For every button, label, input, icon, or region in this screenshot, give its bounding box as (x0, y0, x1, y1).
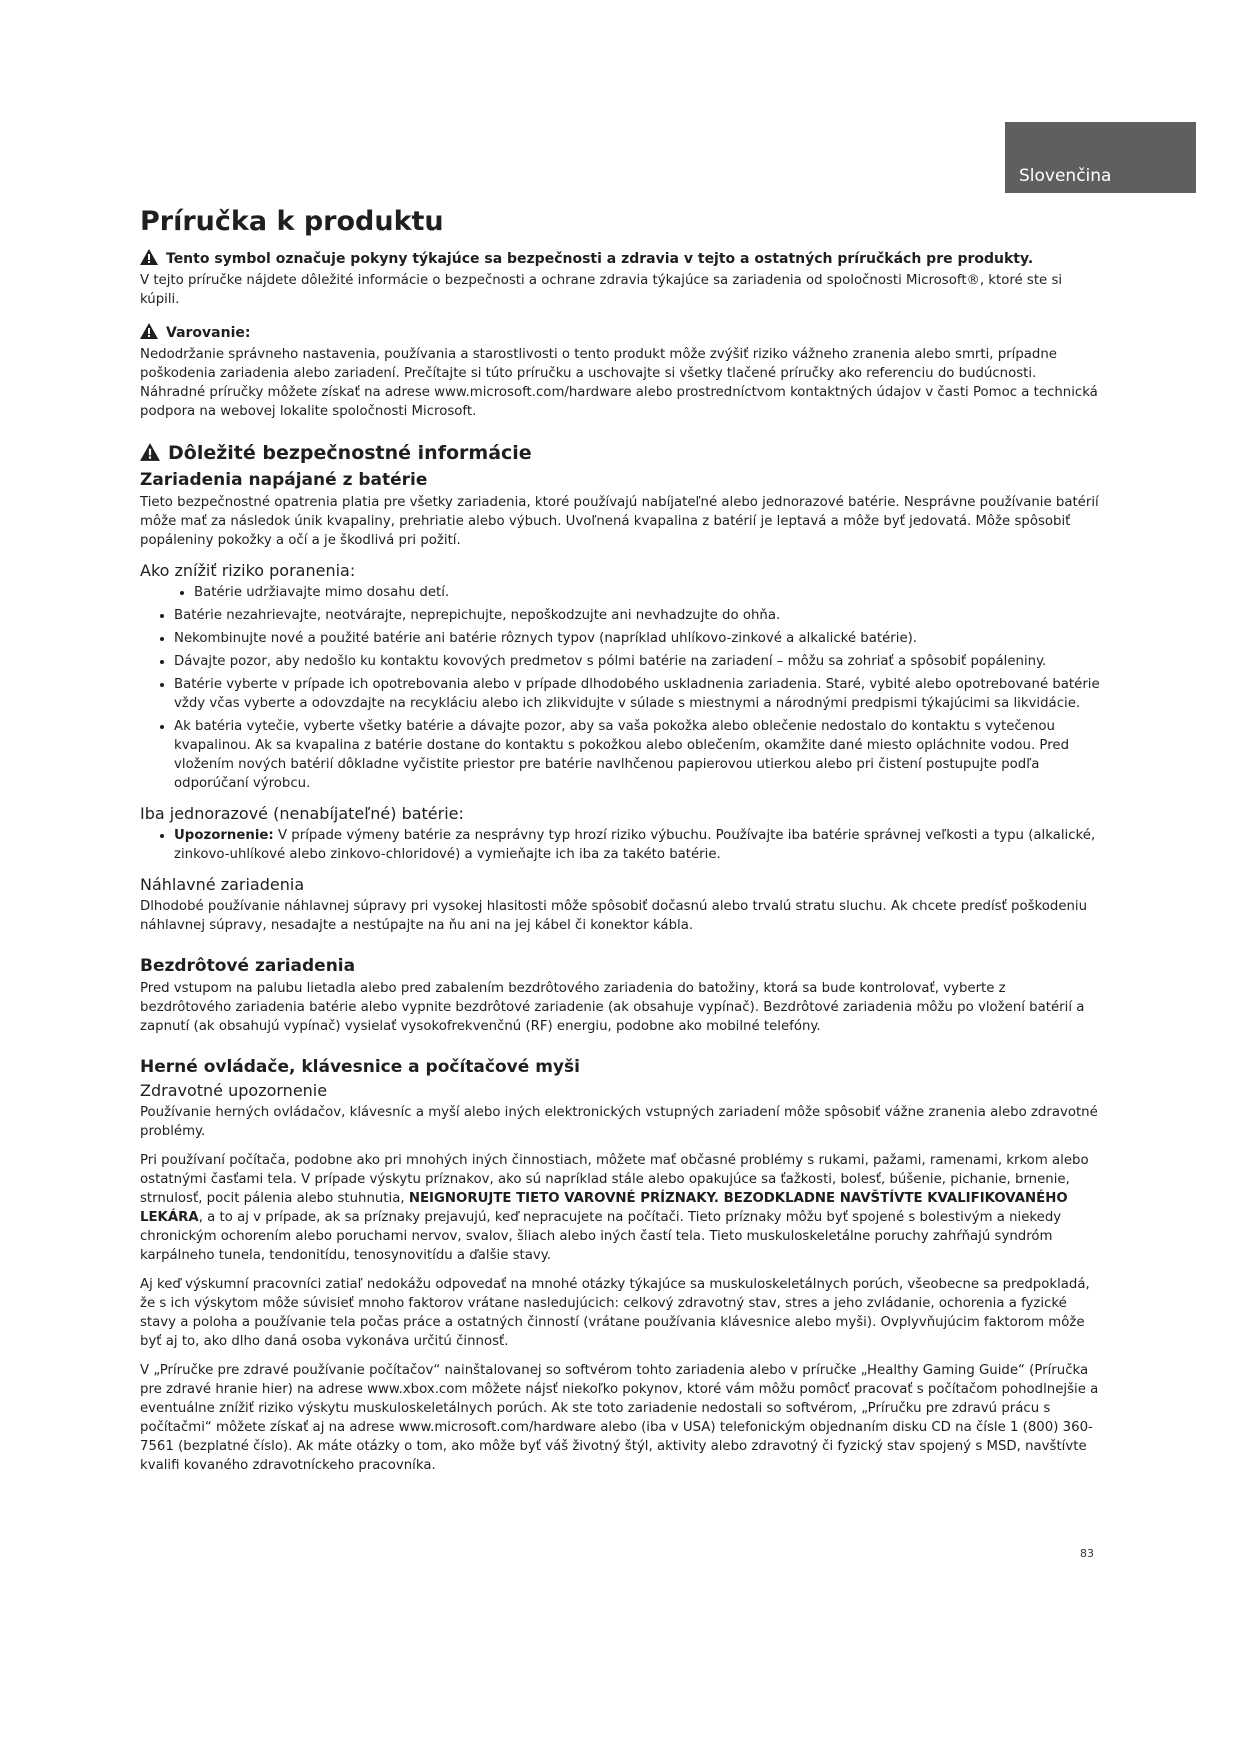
reduce-risk-heading: Ako znížiť riziko poranenia: (140, 561, 356, 580)
symbol-note-text: Tento symbol označuje pokyny týkajúce sa bezpečnosti a zdravia v tejto a ostatných príručkách pre produkty. (166, 251, 1034, 267)
warning-icon (140, 323, 158, 345)
page-number: 83 (1080, 1547, 1094, 1560)
battery-heading: Zariadenia napájané z batérie (140, 470, 428, 490)
list-item: • Ak batéria vytečie, vyberte všetky batérie a dávajte pozor, aby sa vaša pokožka alebo oblečenie nedostalo do kontaktu s vytečenou kvapalinou. Ak sa kvapalina z batérie dostane do kontaktu s pokožkou alebo oblečením, okamžite dané miesto opláchnite vodou. Pred vložením nových batérií dôkladne vyčistite priestor pre batérie navlhčenou papierovou utierkou alebo pri čistení postupujte podľa odporúčaní výrobcu. (174, 717, 1100, 793)
headset-heading: Náhlavné zariadenia (140, 875, 305, 894)
page-title: Príručka k produktu (140, 206, 444, 237)
p2-part-a: Pri používaní počítača, podobne ako pri mnohých iných činnostiach, môžete mať občasné problémy s rukami, pažami, ramenami, krkom alebo ostatnými časťami tela. V prípade výskytu príznakov, ako sú napríklad stále alebo opakujúce sa ťažkosti, bolesť, búšenie, pichanie, brnenie, strnulosť, pocit pálenia alebo stuhnutia, (140, 1153, 1089, 1206)
list-item: • Nekombinujte nové a použité batérie ani batérie rôznych typov (napríklad uhlíkovo-zinkové a alkalické batérie). (174, 629, 1100, 648)
warning-label: Varovanie: (166, 325, 251, 341)
health-paragraph-3: Aj keď výskumní pracovníci zatiaľ nedokážu odpovedať na mnohé otázky týkajúce sa muskuloskeletálnych porúch, všeobecne sa predpokladá, že s ich výskytom môže súvisieť mnoho faktorov vrátane nasledujúcich: celkový zdravotný stav, stres a jeho zvládanie, ochorenia a fyzické stavy a poloha a používanie tela počas práce a ostatných činností (vrátane používania klávesnice alebo myši). Ovplyvňujúcim faktorom môže byť aj to, ako dlho daná osoba vykonáva určitú činnosť. (140, 1277, 1090, 1349)
wireless-text: Pred vstupom na palubu lietadla alebo pred zabalením bezdrôtového zariadenia do batožiny, ktorá sa bude kontrolovať, vyberte z bezdrôtového zariadenia batérie alebo vypnite bezdrôtové zariadenie (ak obsahuje vypínač). Bezdrôtové zariadenia môžu po vložení batérií a zapnutí (ak obsahujú vypínač) vysielať vysokofrekvenčnú (RF) energiu, podobne ako mobilné telefóny. (140, 981, 1085, 1034)
list-item: • Dávajte pozor, aby nedošlo ku kontaktu kovových predmetov s pólmi batérie na zariadení – môžu sa zohriať a spôsobiť popáleniny. (174, 652, 1100, 671)
reduce-risk-list (140, 583, 1100, 793)
symbol-note (140, 249, 1100, 271)
p2-bold: NEIGNORUJTE TIETO VAROVNÉ PRÍZNAKY. BEZODKLADNE NAVŠTÍVTE KVALIFIKOVANÉHO LEKÁRA (140, 1191, 1068, 1225)
health-paragraph-4: V „Príručke pre zdravé používanie počítačov“ nainštalovanej so softvérom tohto zariadenia alebo v príručke „Healthy Gaming Guide“ (Príručka pre zdravé hranie hier) na adrese www.xbox.com môžete nájsť niekoľko pokynov, ktoré vám môžu pomôcť pracovať s počítačom pohodlnejšie a eventuálne znížiť riziko výskytu muskuloskeletálnych porúch. Ak ste toto zariadenie nedostali so softvérom, „Príručku pre zdravú prácu s počítačmi“ môžete získať aj na adrese www.microsoft.com/hardware alebo (iba v USA) telefonickým objednaním disku CD na čísle 1 (800) 360-7561 (bezplatné číslo). Ak máte otázky o tom, ako môže byť váš životný štýl, aktivity alebo zdravotný či fyzický stav spojený s MSD, navštívte kvalifi kovaného zdravotníckeho pracovníka. (140, 1363, 1099, 1473)
input-devices-heading: Herné ovládače, klávesnice a počítačové myši (140, 1057, 580, 1077)
health-paragraph-2 (140, 1151, 1100, 1265)
warning-text: Nedodržanie správneho nastavenia, používania a starostlivosti o tento produkt môže zvýšiť riziko vážneho zranenia alebo smrti, prípadne poškodenia zariadenia alebo zariadení. Prečítajte si túto príručku a uschovajte si všetky tlačené príručky ako referenciu do budúcnosti. Náhradné príručky môžete získať na adrese www.microsoft.com/hardware alebo prostredníctvom kontaktných údajov v časti Pomoc a technická podpora na webovej lokalite spoločnosti Microsoft. (140, 347, 1098, 419)
list-item: • Batérie nezahrievajte, neotvárajte, neprepichujte, nepoškodzujte ani nevhadzujte do ohňa. (174, 606, 1100, 625)
warning-label-line (140, 323, 1100, 345)
caution-text: V prípade výmeny batérie za nesprávny typ hrozí riziko výbuchu. Používajte iba batérie správnej veľkosti a typu (alkalické, zinkovo-uhlíkové alebo zinkovo-chloridové) a vymieňajte ich iba za takéto batérie. (174, 828, 1096, 862)
warning-icon (140, 249, 158, 271)
warning-icon (140, 443, 160, 467)
language-tab: Slovenčina (1005, 122, 1196, 193)
intro-text: V tejto príručke nájdete dôležité informácie o bezpečnosti a ochrane zdravia týkajúce sa zariadenia od spoločnosti Microsoft®, ktoré ste si kúpili. (140, 273, 1063, 307)
disposable-heading: Iba jednorazové (nenabíjateľné) batérie: (140, 804, 464, 823)
health-warning-heading: Zdravotné upozornenie (140, 1081, 328, 1100)
p2-part-b: , a to aj v prípade, ak sa príznaky prejavujú, keď nepracujete na počítači. Tieto príznaky môžu byť spojené s bolestivým a niekedy chronickým ochorením alebo poruchami nervov, svalov, šliach alebo iných častí tela. Tieto muskuloskeletálne poruchy zahŕňajú syndróm karpálneho tunela, tendonitídu, tenosynovitídu a ďalšie stavy. (140, 1210, 1062, 1263)
list-item: • Batérie vyberte v prípade ich opotrebovania alebo v prípade dlhodobého uskladnenia zariadenia. Staré, vybité alebo opotrebované batérie vždy včas vyberte a odovzdajte na recykláciu alebo ich zlikvidujte v súlade s miestnymi a národnými predpismi týkajúcimi sa likvidácie. (174, 675, 1100, 713)
caution-label: Upozornenie: (174, 828, 274, 843)
document-body (140, 200, 1100, 1475)
list-item (174, 826, 1100, 864)
health-paragraph-1: Používanie herných ovládačov, klávesníc a myší alebo iných elektronických vstupných zariadení môže spôsobiť vážne zranenia alebo zdravotné problémy. (140, 1105, 1098, 1139)
safety-heading (140, 441, 1100, 467)
disposable-list (140, 826, 1100, 864)
warning-block (140, 323, 1100, 421)
battery-text: Tieto bezpečnostné opatrenia platia pre všetky zariadenia, ktoré používajú nabíjateľné alebo jednorazové batérie. Nesprávne používanie batérií môže mať za následok únik kvapaliny, prehriatie alebo výbuch. Uvoľnená kvapalina z batérií je leptavá a môže byť jedovatá. Môže spôsobiť popáleniny pokožky a očí a je škodlivá pri požití. (140, 495, 1099, 548)
safety-heading-text: Dôležité bezpečnostné informácie (168, 442, 532, 464)
headset-text: Dlhodobé používanie náhlavnej súpravy pri vysokej hlasitosti môže spôsobiť dočasnú alebo trvalú stratu sluchu. Ak chcete predísť poškodeniu náhlavnej súpravy, nesadajte a nestúpajte na ňu ani na jej kábel či konektor kábla. (140, 899, 1088, 933)
wireless-heading: Bezdrôtové zariadenia (140, 956, 356, 976)
list-item: • Batérie udržiavajte mimo dosahu detí. (194, 583, 1100, 602)
